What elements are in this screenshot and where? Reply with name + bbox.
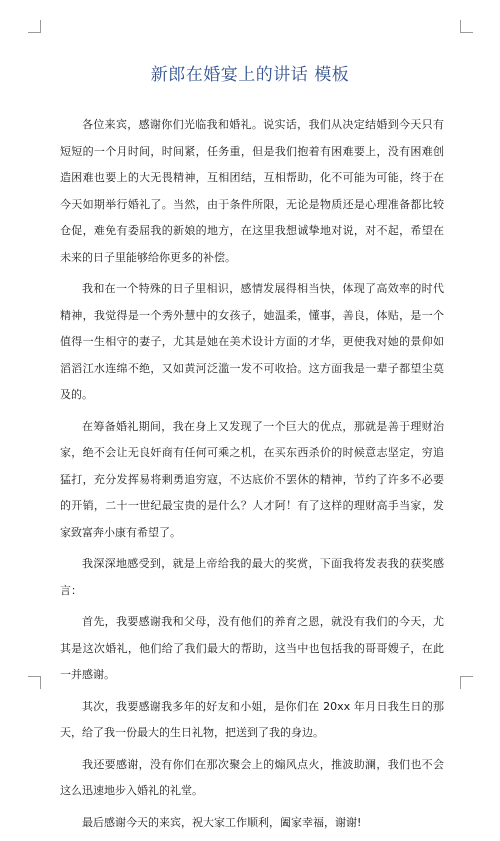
paragraph-thanks-friends: 其次，我要感谢我多年的好友和小姐，是你们在 20xx 年月日我生日的那天，给了我一份最大的生日礼物，把送到了我的身边。 — [60, 699, 444, 739]
paragraph-acquaintance: 我和在一个特殊的日子里相识，感情发展得相当快，体现了高效率的时代精神，我觉得是一个秀外慧中的女孩子，她温柔，懂事，善良，体贴，是一个值得一生相守的妻子，尤其是她在美术设计方面的才华，更使我对她的景仰如滔滔江水连绵不绝，又如黄河泛滥一发不可收拾。这方面我是一辈子都望尘莫及的。 — [60, 282, 444, 401]
paragraph-preparation: 在筹备婚礼期间，我在身上又发现了一个巨大的优点，那就是善于理财治家，绝不会让无良奸商有任何可乘之机，在买东西杀价的时候意志坚定，穷追猛打，充分发挥易将剩勇追穷寇，不达底价不罢休的精神，节约了许多不必要的开销，二十一世纪最宝贵的是什么？人才阿！有了这样的理财高手当家，发家致富奔小康有希望了。 — [60, 419, 444, 539]
crop-mark-bottom-left — [28, 676, 41, 689]
crop-mark-top-left — [28, 20, 41, 33]
paragraph-welcome: 各位来宾，感谢你们光临我和婚礼。说实话，我们从决定结婚到今天只有短短的一个月时间，时间紧，任务重，但是我们抱着有困难要上，没有困难创造困难也要上的大无畏精神，互相团结，互相帮助，化不可能为可能，终于在今天如期举行婚礼了。当然，由于条件所限，无论是物质还是心理准备都比较仓促，难免有委屈我的新娘的地方，在这里我想诚挚地对说，对不起，希望在未来的日子里能够给你更多的补偿。 — [60, 118, 444, 264]
paragraph-reward: 我深深地感受到，就是上帝给我的最大的奖赏，下面我将发表我的获奖感言： — [60, 557, 444, 597]
paragraph-thanks-party: 我还要感谢，没有你们在那次聚会上的煽风点火，推波助澜，我们也不会这么迅速地步入婚礼的礼堂。 — [60, 757, 444, 797]
paragraph-closing: 最后感谢今天的来宾，祝大家工作顺利，阖家幸福，谢谢! — [82, 815, 362, 829]
crop-mark-bottom-right — [460, 676, 473, 689]
document-title: 新郎在婚宴上的讲话 模板 — [150, 65, 350, 85]
crop-mark-top-right — [460, 20, 473, 33]
paragraph-thanks-parents: 首先，我要感谢我和父母，没有他们的养育之恩，就没有我们的今天，尤其是这次婚礼，他们给了我们最大的帮助，这当中也包括我的哥哥嫂子，在此一并感谢。 — [60, 615, 444, 681]
document-body — [60, 112, 444, 841]
